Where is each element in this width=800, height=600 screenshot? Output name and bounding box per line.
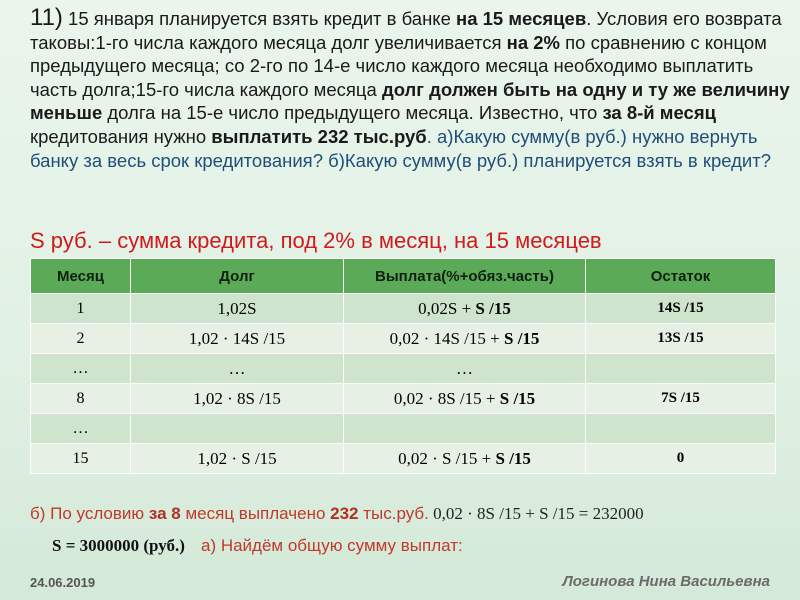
- condition-amount: 232: [330, 504, 359, 523]
- problem-part-3: по сравнению с концом предыдущего месяца; со 2-го по 14-е число каждого месяца необходимо выплатить часть долга;15-го числа каждого месяца: [30, 31, 767, 100]
- cell-debt: 1,02S: [131, 294, 344, 324]
- cell-month: 15: [31, 444, 131, 474]
- cell-payment: [344, 294, 586, 324]
- payment-percent: 0,02 · 8S /15 +: [393, 388, 500, 408]
- payment-percent: 0,02 · S /15 +: [398, 448, 496, 468]
- table-row: [31, 384, 776, 414]
- payment-principal: S /15: [499, 388, 536, 408]
- cell-month: …: [31, 414, 131, 444]
- header-debt: Долг: [131, 259, 344, 294]
- problem-bold-term: на 15 месяцев: [456, 8, 587, 29]
- cell-debt: 1,02 · 14S /15: [131, 324, 344, 354]
- problem-bold-rule: долг должен быть на одну и ту же величину меньше: [30, 78, 790, 124]
- problem-number: 11): [30, 4, 63, 31]
- payment-principal: S /15: [495, 448, 531, 468]
- payment-percent: 0,02 · 14S /15 +: [389, 328, 504, 348]
- condition-suffix: тыс.руб.: [358, 504, 429, 523]
- result-line: [52, 536, 463, 556]
- cell-debt: 1,02 · S /15: [131, 444, 344, 474]
- cell-month: 2: [31, 324, 131, 354]
- payment-percent: …: [456, 358, 473, 378]
- cell-payment: [344, 444, 586, 474]
- cell-debt: …: [131, 354, 344, 384]
- header-payment: Выплата(%+обяз.часть): [344, 259, 586, 294]
- problem-bold-payment: выплатить 232 тыс.руб: [211, 125, 427, 147]
- condition-mid: месяц выплачено: [180, 504, 331, 523]
- setup-line: S руб. – сумма кредита, под 2% в месяц, на 15 месяцев: [30, 228, 602, 253]
- problem-bold-month: за 8-й месяц: [602, 102, 716, 124]
- problem-part-4: долга на 15-е число предыдущего месяца. Известно, что: [102, 102, 603, 124]
- cell-remainder: [586, 414, 776, 444]
- payment-principal: S /15: [504, 328, 540, 348]
- table-header-row: [31, 259, 776, 294]
- problem-part-5: кредитования нужно: [30, 125, 212, 147]
- cell-debt: 1,02 · 8S /15: [131, 384, 344, 414]
- cell-payment: [344, 324, 586, 354]
- footer-author: Логинова Нина Васильевна: [562, 573, 770, 590]
- table-row: [31, 414, 776, 444]
- task-a-label: а) Найдём общую сумму выплат:: [200, 536, 463, 555]
- condition-equation: 0,02 · 8S /15 + S /15 = 232000: [428, 504, 644, 523]
- problem-questions: . а)Какую сумму(в руб.) нужно вернуть банку за весь срок кредитования? б)Какую сумму(в руб.) планируется взять в кредит?: [30, 125, 772, 171]
- cell-remainder: [586, 354, 776, 384]
- cell-payment: [344, 354, 586, 384]
- header-month: Месяц: [31, 259, 131, 294]
- footer-date: 24.06.2019: [30, 575, 96, 590]
- cell-remainder: 14S /15: [586, 294, 776, 324]
- cell-payment: [344, 384, 586, 414]
- cell-debt: [131, 414, 344, 444]
- condition-month: за 8: [148, 504, 181, 523]
- problem-text: [30, 6, 790, 172]
- cell-payment: [344, 414, 586, 444]
- s-value: S = 3000000 (руб.): [52, 536, 185, 555]
- cell-month: 8: [31, 384, 131, 414]
- table-row: [31, 324, 776, 354]
- payment-table: [30, 258, 776, 474]
- problem-part-2: . Условия его возврата таковы:1-го числа каждого месяца долг увеличивается: [30, 8, 782, 53]
- table-row: [31, 354, 776, 384]
- cell-month: …: [31, 354, 131, 384]
- problem-part-1: 15 января планируется взять кредит в банке: [62, 8, 457, 29]
- cell-remainder: 7S /15: [586, 384, 776, 414]
- header-remainder: Остаток: [586, 259, 776, 294]
- table-row: [31, 444, 776, 474]
- problem-bold-rate: на 2%: [506, 31, 560, 53]
- cell-month: 1: [31, 294, 131, 324]
- condition-b-line: [30, 504, 644, 524]
- payment-principal: S /15: [475, 298, 511, 318]
- payment-percent: 0,02S +: [418, 298, 476, 318]
- cell-remainder: 13S /15: [586, 324, 776, 354]
- condition-prefix: б) По условию: [30, 504, 149, 523]
- table-row: [31, 294, 776, 324]
- cell-remainder: 0: [586, 444, 776, 474]
